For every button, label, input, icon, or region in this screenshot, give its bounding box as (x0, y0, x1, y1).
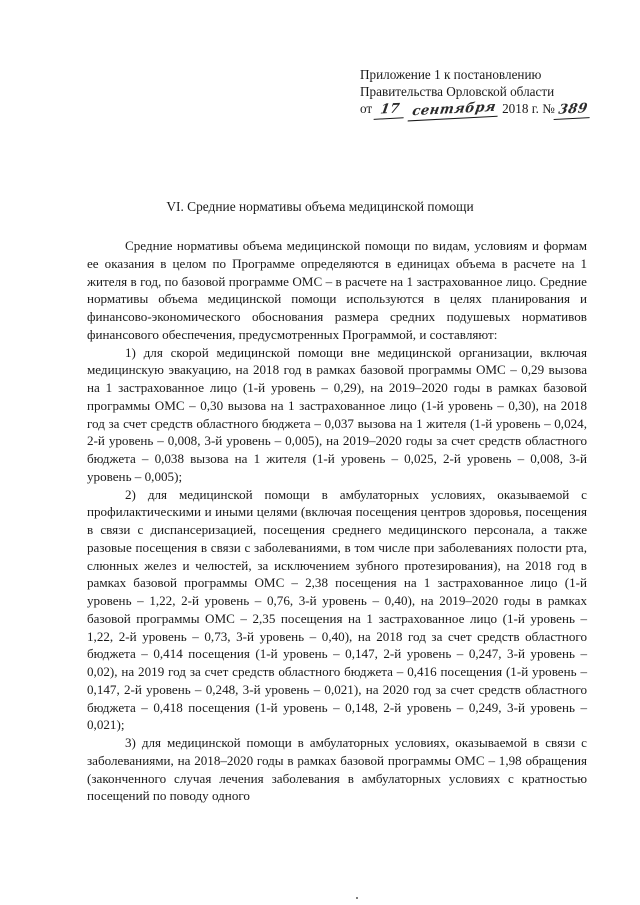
paragraph-outpatient-preventive: 2) для медицинской помощи в амбулаторных условиях, оказываемой с профилактическими и иными целями (включая посещения центров здоровья, посещения в связи с диспансеризацией, посещения среднего медицинского персонала, а также разовые посещения в связи с заболеваниями, в том числе при заболеваниях полости рта, слюнных желез и челюстей, за исключением зубного протезирования), на 2018 год в рамках базовой программы ОМС – 2,38 посещения на 1 застрахованное лицо (1-й уровень – 1,22, 2-й уровень – 0,76, 3-й уровень – 0,40), на 2019–2020 годы в рамках базовой программы ОМС – 2,35 посещения на 1 застрахованное лицо (1-й уровень – 1,22, 2-й уровень – 0,73, 3-й уровень – 0,40), на 2018 год за счет средств областного бюджета – 0,414 посещения (1-й уровень – 0,147, 2-й уровень – 0,247, 3-й уровень – 0,02), на 2019 год за счет средств областного бюджета – 0,416 посещения (1-й уровень – 0,147, 2-й уровень – 0,248, 3-й уровень – 0,021), на 2020 год за счет средств областного бюджета – 0,418 посещения (1-й уровень – 0,148, 2-й уровень – 0,249, 3-й уровень – 0,021); (87, 486, 587, 733)
handwritten-month: сентября (407, 99, 500, 122)
appendix-line: Приложение 1 к постановлению (360, 67, 542, 82)
appendix-header (360, 66, 610, 119)
date-prefix: от (360, 101, 373, 116)
document-body (87, 237, 587, 805)
paragraph-outpatient-disease: 3) для медицинской помощи в амбулаторных условиях, оказываемой в связи с заболеваниями, на 2018–2020 годы в рамках базовой программы ОМС – 1,98 обращения (законченного случая лечения заболевания в амбулаторных условиях с кратностью посещений по поводу одного (87, 735, 587, 804)
date-year: 2018 г. № (502, 101, 555, 116)
intro-paragraph: Средние нормативы объема медицинской помощи по видам, условиям и формам ее оказания в целом по Программе определяются в единицах объема в расчете на 1 жителя в год, по базовой программе ОМС – в расчете на 1 застрахованное лицо. Средние нормативы объема медицинской помощи используются в целях планирования и финансово-экономического обоснования размера средних подушевых нормативов финансового обеспечения, предусмотренных Программой, и составляют: (87, 238, 587, 342)
handwritten-doc-number: 389 (553, 100, 592, 120)
paragraph-emergency-care: 1) для скорой медицинской помощи вне медицинской организации, включая медицинскую эвакуацию, на 2018 год в рамках базовой программы ОМС – 0,29 вызова на 1 застрахованное лицо (1-й уровень – 0,29), на 2019–2020 годы в рамках базовой программы ОМС – 0,30 вызова на 1 застрахованное лицо (1-й уровень – 0,30), на 2018 год за счет средств областного бюджета – 0,037 вызова на 1 жителя (1-й уровень – 0,024, 2-й уровень – 0,008, 3-й уровень – 0,005), на 2019–2020 годы за счет средств областного бюджета – 0,038 вызова на 1 жителя (1-й уровень – 0,025, 2-й уровень – 0,008, 3-й уровень – 0,005); (87, 344, 587, 484)
decree-date-line (360, 100, 610, 119)
government-line: Правительства Орловской области (360, 84, 555, 99)
handwritten-day: 17 (374, 100, 407, 120)
section-title: VI. Средние нормативы объема медицинской помощи (166, 199, 474, 214)
scan-speck (356, 897, 358, 899)
